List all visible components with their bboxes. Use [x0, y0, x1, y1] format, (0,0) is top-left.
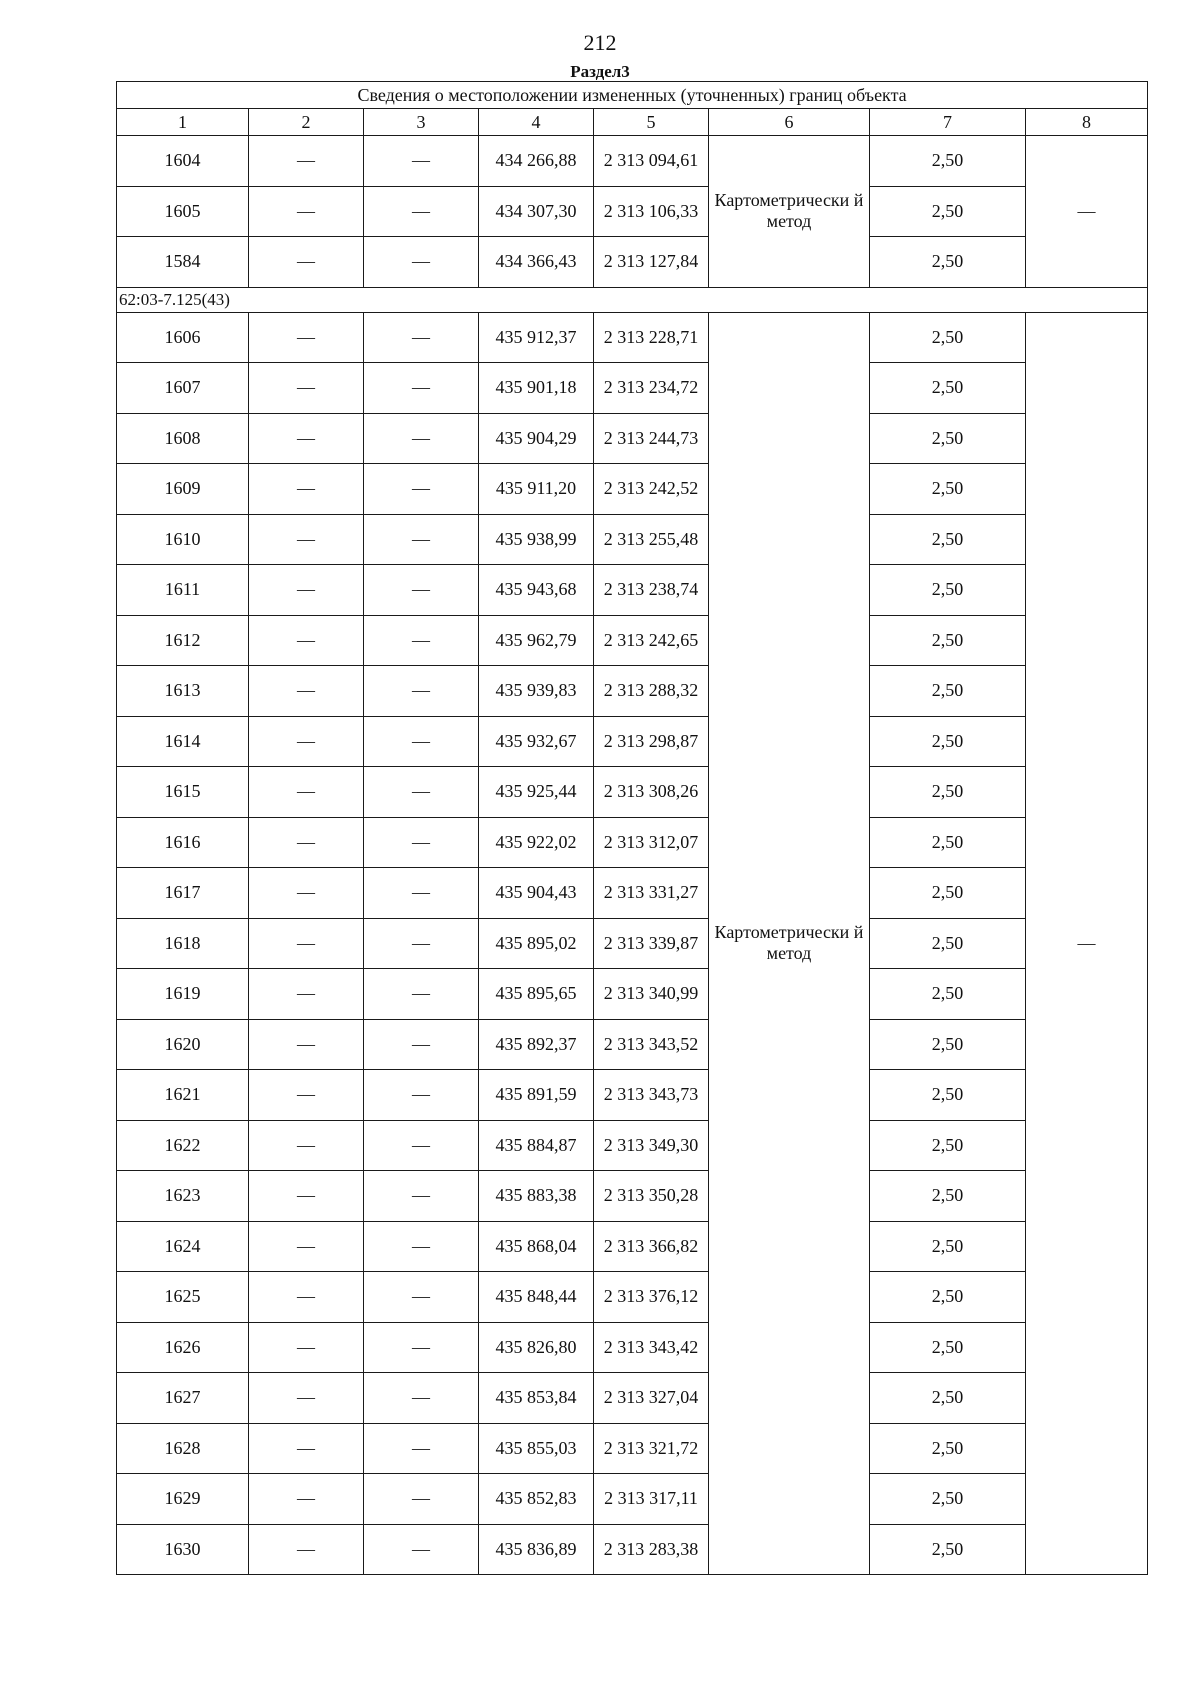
- point-number: 1604: [117, 136, 249, 187]
- table-row: [117, 969, 1148, 1020]
- column-number-2: 2: [249, 109, 364, 136]
- accuracy-value: 2,50: [870, 615, 1026, 666]
- table-row: [117, 1322, 1148, 1373]
- x-coordinate: 434 266,88: [479, 136, 594, 187]
- point-number: 1630: [117, 1524, 249, 1575]
- col3-value: —: [364, 1524, 479, 1575]
- point-number: 1610: [117, 514, 249, 565]
- col3-value: —: [364, 1171, 479, 1222]
- parcel-label: 62:03-7.125(43): [117, 287, 1148, 312]
- point-number: 1618: [117, 918, 249, 969]
- point-number: 1621: [117, 1070, 249, 1121]
- x-coordinate: 435 891,59: [479, 1070, 594, 1121]
- col2-value: —: [249, 716, 364, 767]
- point-number: 1609: [117, 464, 249, 515]
- col2-value: —: [249, 363, 364, 414]
- page-number: 212: [583, 30, 617, 55]
- accuracy-value: 2,50: [870, 1019, 1026, 1070]
- x-coordinate: 435 826,80: [479, 1322, 594, 1373]
- y-coordinate: 2 313 339,87: [594, 918, 709, 969]
- col3-value: —: [364, 969, 479, 1020]
- accuracy-value: 2,50: [870, 363, 1026, 414]
- accuracy-value: 2,50: [870, 1373, 1026, 1424]
- col3-value: —: [364, 565, 479, 616]
- x-coordinate: 435 848,44: [479, 1272, 594, 1323]
- x-coordinate: 435 884,87: [479, 1120, 594, 1171]
- point-number: 1625: [117, 1272, 249, 1323]
- col2-value: —: [249, 1171, 364, 1222]
- col2-value: —: [249, 136, 364, 187]
- table-row: [117, 565, 1148, 616]
- x-coordinate: 435 853,84: [479, 1373, 594, 1424]
- col3-value: —: [364, 1120, 479, 1171]
- x-coordinate: 435 855,03: [479, 1423, 594, 1474]
- col3-value: —: [364, 1322, 479, 1373]
- col2-value: —: [249, 186, 364, 237]
- y-coordinate: 2 313 283,38: [594, 1524, 709, 1575]
- y-coordinate: 2 313 094,61: [594, 136, 709, 187]
- accuracy-value: 2,50: [870, 514, 1026, 565]
- accuracy-value: 2,50: [870, 918, 1026, 969]
- group-row: [117, 287, 1148, 312]
- y-coordinate: 2 313 343,42: [594, 1322, 709, 1373]
- y-coordinate: 2 313 327,04: [594, 1373, 709, 1424]
- point-number: 1622: [117, 1120, 249, 1171]
- accuracy-value: 2,50: [870, 1423, 1026, 1474]
- table-row: [117, 1070, 1148, 1121]
- col2-value: —: [249, 817, 364, 868]
- table-row: [117, 716, 1148, 767]
- col3-value: —: [364, 464, 479, 515]
- table-row: [117, 918, 1148, 969]
- point-number: 1623: [117, 1171, 249, 1222]
- col2-value: —: [249, 312, 364, 363]
- y-coordinate: 2 313 238,74: [594, 565, 709, 616]
- point-number: 1627: [117, 1373, 249, 1424]
- point-number: 1614: [117, 716, 249, 767]
- col8-cell: —: [1026, 312, 1148, 1575]
- x-coordinate: 435 892,37: [479, 1019, 594, 1070]
- table-row: [117, 136, 1148, 187]
- accuracy-value: 2,50: [870, 716, 1026, 767]
- col2-value: —: [249, 868, 364, 919]
- accuracy-value: 2,50: [870, 1221, 1026, 1272]
- table-row: [117, 767, 1148, 818]
- accuracy-value: 2,50: [870, 817, 1026, 868]
- col3-value: —: [364, 918, 479, 969]
- y-coordinate: 2 313 234,72: [594, 363, 709, 414]
- accuracy-value: 2,50: [870, 767, 1026, 818]
- y-coordinate: 2 313 244,73: [594, 413, 709, 464]
- y-coordinate: 2 313 343,73: [594, 1070, 709, 1121]
- x-coordinate: 435 868,04: [479, 1221, 594, 1272]
- y-coordinate: 2 313 350,28: [594, 1171, 709, 1222]
- point-number: 1613: [117, 666, 249, 717]
- accuracy-value: 2,50: [870, 136, 1026, 187]
- col2-value: —: [249, 565, 364, 616]
- col3-value: —: [364, 615, 479, 666]
- accuracy-value: 2,50: [870, 413, 1026, 464]
- point-number: 1608: [117, 413, 249, 464]
- column-number-3: 3: [364, 109, 479, 136]
- col2-value: —: [249, 1120, 364, 1171]
- accuracy-value: 2,50: [870, 1120, 1026, 1171]
- accuracy-value: 2,50: [870, 186, 1026, 237]
- table-row: [117, 464, 1148, 515]
- accuracy-value: 2,50: [870, 1474, 1026, 1525]
- table-row: [117, 817, 1148, 868]
- point-number: 1628: [117, 1423, 249, 1474]
- point-number: 1612: [117, 615, 249, 666]
- y-coordinate: 2 313 228,71: [594, 312, 709, 363]
- col3-value: —: [364, 1474, 479, 1525]
- x-coordinate: 435 925,44: [479, 767, 594, 818]
- boundary-coordinates-table: [116, 81, 1148, 1575]
- y-coordinate: 2 313 242,52: [594, 464, 709, 515]
- point-number: 1629: [117, 1474, 249, 1525]
- col3-value: —: [364, 1272, 479, 1323]
- column-number-1: 1: [117, 109, 249, 136]
- column-number-8: 8: [1026, 109, 1148, 136]
- table-row: [117, 1474, 1148, 1525]
- table-row: [117, 1524, 1148, 1575]
- col3-value: —: [364, 716, 479, 767]
- y-coordinate: 2 313 106,33: [594, 186, 709, 237]
- column-number-7: 7: [870, 109, 1026, 136]
- y-coordinate: 2 313 366,82: [594, 1221, 709, 1272]
- table-caption: Сведения о местоположении измененных (уточненных) границ объекта: [117, 82, 1148, 109]
- col3-value: —: [364, 363, 479, 414]
- table-row: [117, 237, 1148, 288]
- col2-value: —: [249, 918, 364, 969]
- accuracy-value: 2,50: [870, 666, 1026, 717]
- y-coordinate: 2 313 321,72: [594, 1423, 709, 1474]
- point-number: 1617: [117, 868, 249, 919]
- point-number: 1584: [117, 237, 249, 288]
- table-row: [117, 413, 1148, 464]
- y-coordinate: 2 313 288,32: [594, 666, 709, 717]
- col3-value: —: [364, 312, 479, 363]
- table-row: [117, 1019, 1148, 1070]
- x-coordinate: 435 901,18: [479, 363, 594, 414]
- x-coordinate: 435 852,83: [479, 1474, 594, 1525]
- table-row: [117, 186, 1148, 237]
- col3-value: —: [364, 514, 479, 565]
- point-number: 1615: [117, 767, 249, 818]
- table-row: [117, 514, 1148, 565]
- col2-value: —: [249, 969, 364, 1020]
- col3-value: —: [364, 1373, 479, 1424]
- table-row: [117, 1120, 1148, 1171]
- col2-value: —: [249, 1019, 364, 1070]
- column-number-row: [117, 109, 1148, 136]
- accuracy-value: 2,50: [870, 464, 1026, 515]
- column-number-6: 6: [709, 109, 870, 136]
- col3-value: —: [364, 136, 479, 187]
- y-coordinate: 2 313 312,07: [594, 817, 709, 868]
- x-coordinate: 435 912,37: [479, 312, 594, 363]
- point-number: 1605: [117, 186, 249, 237]
- col2-value: —: [249, 1322, 364, 1373]
- y-coordinate: 2 313 331,27: [594, 868, 709, 919]
- col2-value: —: [249, 1474, 364, 1525]
- col3-value: —: [364, 817, 479, 868]
- col2-value: —: [249, 1070, 364, 1121]
- method-cell: Картометрически й метод: [709, 312, 870, 1575]
- y-coordinate: 2 313 317,11: [594, 1474, 709, 1525]
- table-row: [117, 1221, 1148, 1272]
- col3-value: —: [364, 1019, 479, 1070]
- accuracy-value: 2,50: [870, 1070, 1026, 1121]
- point-number: 1626: [117, 1322, 249, 1373]
- x-coordinate: 435 904,43: [479, 868, 594, 919]
- x-coordinate: 435 904,29: [479, 413, 594, 464]
- col3-value: —: [364, 767, 479, 818]
- method-cell: Картометрически й метод: [709, 136, 870, 288]
- y-coordinate: 2 313 242,65: [594, 615, 709, 666]
- table-row: [117, 1272, 1148, 1323]
- col8-cell: —: [1026, 136, 1148, 288]
- point-number: 1607: [117, 363, 249, 414]
- col3-value: —: [364, 1221, 479, 1272]
- col3-value: —: [364, 237, 479, 288]
- table-row: [117, 615, 1148, 666]
- x-coordinate: 435 911,20: [479, 464, 594, 515]
- col2-value: —: [249, 237, 364, 288]
- col3-value: —: [364, 868, 479, 919]
- col2-value: —: [249, 1221, 364, 1272]
- accuracy-value: 2,50: [870, 1272, 1026, 1323]
- table-row: [117, 1373, 1148, 1424]
- accuracy-value: 2,50: [870, 312, 1026, 363]
- table-row: [117, 312, 1148, 363]
- x-coordinate: 435 895,02: [479, 918, 594, 969]
- point-number: 1620: [117, 1019, 249, 1070]
- x-coordinate: 435 836,89: [479, 1524, 594, 1575]
- x-coordinate: 435 932,67: [479, 716, 594, 767]
- point-number: 1616: [117, 817, 249, 868]
- accuracy-value: 2,50: [870, 868, 1026, 919]
- y-coordinate: 2 313 298,87: [594, 716, 709, 767]
- table-row: [117, 868, 1148, 919]
- y-coordinate: 2 313 343,52: [594, 1019, 709, 1070]
- y-coordinate: 2 313 127,84: [594, 237, 709, 288]
- y-coordinate: 2 313 308,26: [594, 767, 709, 818]
- point-number: 1624: [117, 1221, 249, 1272]
- col2-value: —: [249, 1423, 364, 1474]
- col2-value: —: [249, 413, 364, 464]
- x-coordinate: 434 366,43: [479, 237, 594, 288]
- col3-value: —: [364, 1423, 479, 1474]
- col3-value: —: [364, 413, 479, 464]
- table-row: [117, 666, 1148, 717]
- table-row: [117, 363, 1148, 414]
- col2-value: —: [249, 767, 364, 818]
- x-coordinate: 435 922,02: [479, 817, 594, 868]
- accuracy-value: 2,50: [870, 969, 1026, 1020]
- table-row: [117, 1171, 1148, 1222]
- point-number: 1606: [117, 312, 249, 363]
- col2-value: —: [249, 1524, 364, 1575]
- col2-value: —: [249, 464, 364, 515]
- col2-value: —: [249, 514, 364, 565]
- accuracy-value: 2,50: [870, 565, 1026, 616]
- x-coordinate: 435 883,38: [479, 1171, 594, 1222]
- y-coordinate: 2 313 349,30: [594, 1120, 709, 1171]
- point-number: 1611: [117, 565, 249, 616]
- column-number-5: 5: [594, 109, 709, 136]
- accuracy-value: 2,50: [870, 1171, 1026, 1222]
- x-coordinate: 435 895,65: [479, 969, 594, 1020]
- section-title: Раздел3: [570, 62, 630, 81]
- table-row: [117, 1423, 1148, 1474]
- col2-value: —: [249, 615, 364, 666]
- x-coordinate: 435 939,83: [479, 666, 594, 717]
- x-coordinate: 434 307,30: [479, 186, 594, 237]
- col3-value: —: [364, 666, 479, 717]
- column-number-4: 4: [479, 109, 594, 136]
- accuracy-value: 2,50: [870, 1524, 1026, 1575]
- x-coordinate: 435 962,79: [479, 615, 594, 666]
- x-coordinate: 435 938,99: [479, 514, 594, 565]
- col2-value: —: [249, 666, 364, 717]
- x-coordinate: 435 943,68: [479, 565, 594, 616]
- col3-value: —: [364, 186, 479, 237]
- col2-value: —: [249, 1272, 364, 1323]
- y-coordinate: 2 313 376,12: [594, 1272, 709, 1323]
- col3-value: —: [364, 1070, 479, 1121]
- col2-value: —: [249, 1373, 364, 1424]
- y-coordinate: 2 313 340,99: [594, 969, 709, 1020]
- point-number: 1619: [117, 969, 249, 1020]
- accuracy-value: 2,50: [870, 1322, 1026, 1373]
- accuracy-value: 2,50: [870, 237, 1026, 288]
- y-coordinate: 2 313 255,48: [594, 514, 709, 565]
